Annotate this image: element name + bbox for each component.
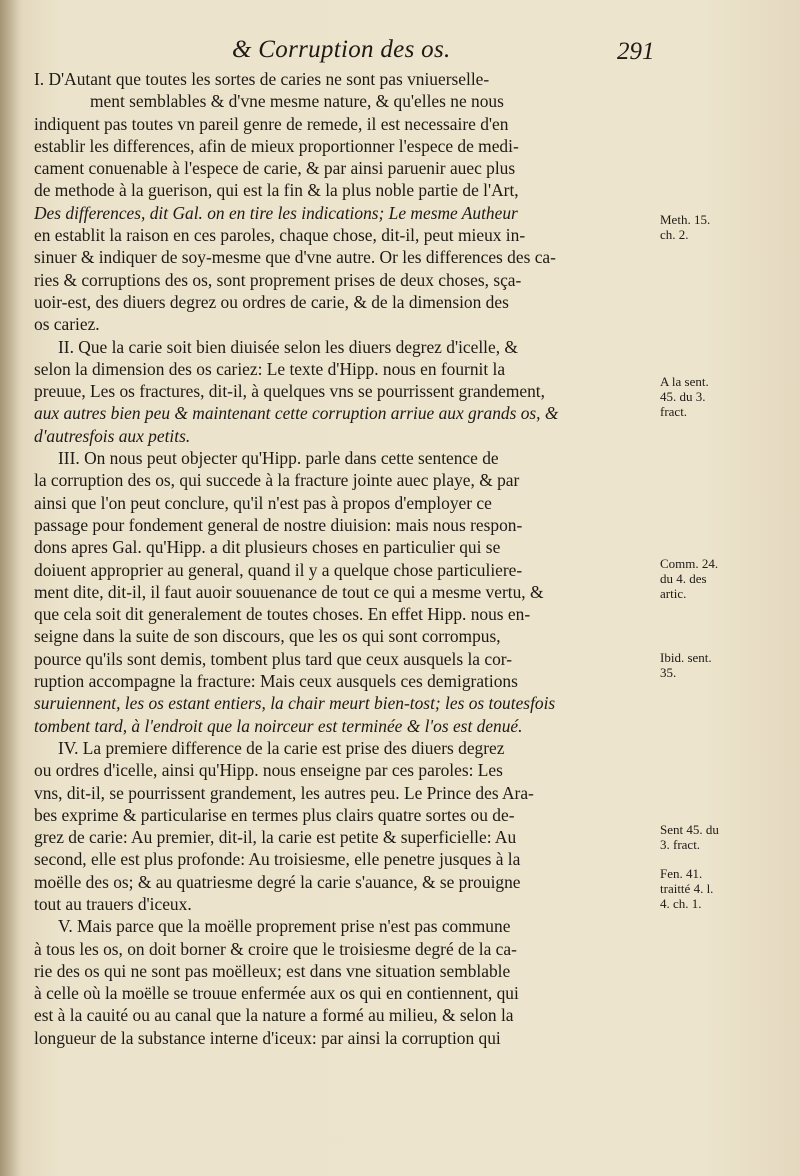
text-line: V. Mais parce que la moëlle proprement prise n'est pas commune [58,916,511,937]
margin-note [660,822,780,852]
page-gutter [0,0,22,1176]
text-line: à celle où la moëlle se trouue enfermée aux os qui en contiennent, qui [34,983,519,1004]
text-line: la corruption des os, qui succede à la fracture jointe auec playe, & par [34,470,520,491]
page-number: 291 [617,38,655,65]
text-line: ruption accompagne la fracture: Mais ceux ausquels ces demigrations [34,671,518,692]
margin-note-line: Meth. 15. [660,212,711,227]
margin-note [660,866,780,911]
margin-note-line: 35. [660,665,677,680]
margin-note-line: 45. du 3. [660,389,706,404]
text-line: tombent tard, à l'endroit que la noirceur est terminée & l'os est denué. [34,715,523,736]
margin-note [660,212,780,242]
margin-note-line: fract. [660,404,688,419]
text-line: indiquent pas toutes vn pareil genre de remede, il est necessaire d'en [34,113,509,134]
text-line: aux autres bien peu & maintenant cette corruption arriue aux grands os, & [34,403,559,424]
text-line: selon la dimension des os cariez: Le texte d'Hipp. nous en fournit la [34,358,506,379]
text-line: longueur de la substance interne d'iceux: par ainsi la corruption qui [34,1027,501,1048]
margin-note-line: du 4. des [660,571,707,586]
text-line: III. On nous peut objecter qu'Hipp. parle dans cette sentence de [58,448,499,469]
text-line: uoir-est, des diuers degrez ou ordres de carie, & de la dimension des [34,291,509,312]
text-line: establir les differences, afin de mieux proportionner l'espece de medi- [34,135,519,156]
page-header [0,30,800,70]
text-line: ainsi que l'on peut conclure, qu'il n'est pas à propos d'employer ce [34,492,492,513]
text-line: doiuent approprier au general, quand il y a quelque chose particuliere- [34,559,523,580]
text-line: moëlle des os; & au quatriesme degré la carie s'auance, & se prouigne [34,871,521,892]
text-line: ment dite, dit-il, il faut auoir souuenance de tout ce qui a mesme vertu, & [34,581,544,602]
text-line: os cariez. [34,314,100,335]
text-line: en establit la raison en ces paroles, chaque chose, dit-il, peut mieux in- [34,225,526,246]
margin-note-line: Comm. 24. [660,556,719,571]
running-head: & Corruption des os. [232,36,451,63]
text-line: bes exprime & particularise en termes plus clairs quatre sortes ou de- [34,804,515,825]
margin-note-line: 3. fract. [660,837,701,852]
margin-note-line: A la sent. [660,374,709,389]
margin-note-line: Ibid. sent. [660,650,712,665]
text-line: d'autresfois aux petits. [34,425,191,446]
margin-note [660,374,780,419]
text-line: ment semblables & d'vne mesme nature, & qu'elles ne nous [90,91,504,112]
margin-note [660,650,780,680]
text-line: sinuer & indiquer de soy-mesme que d'vne autre. Or les differences des ca- [34,247,556,268]
text-line: preuue, Les os fractures, dit-il, à quelques vns se pourrissent grandement, [34,381,545,402]
margin-note-line: artic. [660,586,687,601]
text-line: tout au trauers d'iceux. [34,893,192,914]
text-line: IV. La premiere difference de la carie est prise des diuers degrez [58,737,505,758]
text-line: vns, dit-il, se pourrissent grandement, les autres peu. Le Prince des Ara- [34,782,534,803]
text-line: ries & corruptions des os, sont proprement prises de deux choses, sça- [34,269,522,290]
text-line: cament conuenable à l'espece de carie, & par ainsi paruenir auec plus [34,158,516,179]
text-line: dons apres Gal. qu'Hipp. a dit plusieurs choses en particulier qui se [34,537,501,558]
text-line: ou ordres d'icelle, ainsi qu'Hipp. nous enseigne par ces paroles: Les [34,760,503,781]
text-line: rie des os qui ne sont pas moëlleux; est dans vne situation semblable [34,960,511,981]
body-text [34,68,654,1049]
text-line: second, elle est plus profonde: Au troisiesme, elle penetre jusques à la [34,849,521,870]
margin-note-line: traitté 4. l. [660,881,714,896]
text-line: que cela soit dit generalement de toutes choses. En effet Hipp. nous en- [34,604,531,625]
text-line: suruiennent, les os estant entiers, la chair meurt bien-tost; les os toutesfois [34,693,556,714]
text-line: pource qu'ils sont demis, tombent plus tard que ceux ausquels la cor- [34,648,513,669]
margin-note-line: ch. 2. [660,227,689,242]
text-line: II. Que la carie soit bien diuisée selon les diuers degrez d'icelle, & [58,336,518,357]
text-line: est à la cauité ou au canal que la nature a formé au milieu, & selon la [34,1005,514,1026]
text-line: Des differences, dit Gal. on en tire les indications; Le mesme Autheur [34,202,518,223]
text-line: passage pour fondement general de nostre diuision: mais nous respon- [34,514,523,535]
text-line: grez de carie: Au premier, dit-il, la carie est petite & superficielle: Au [34,827,517,848]
margin-note-line: Sent 45. du [660,822,719,837]
text-line: I. D'Autant que toutes les sortes de caries ne sont pas vniuerselle- [34,69,490,89]
text-line: à tous les os, on doit borner & croire que le troisiesme degré de la ca- [34,938,517,959]
margin-note-line: 4. ch. 1. [660,896,702,911]
text-line: seigne dans la suite de son discours, que les os qui sont corrompus, [34,626,501,647]
margin-note [660,556,780,601]
margin-note-line: Fen. 41. [660,866,703,881]
text-line: de methode à la guerison, qui est la fin & la plus noble partie de l'Art, [34,180,519,201]
